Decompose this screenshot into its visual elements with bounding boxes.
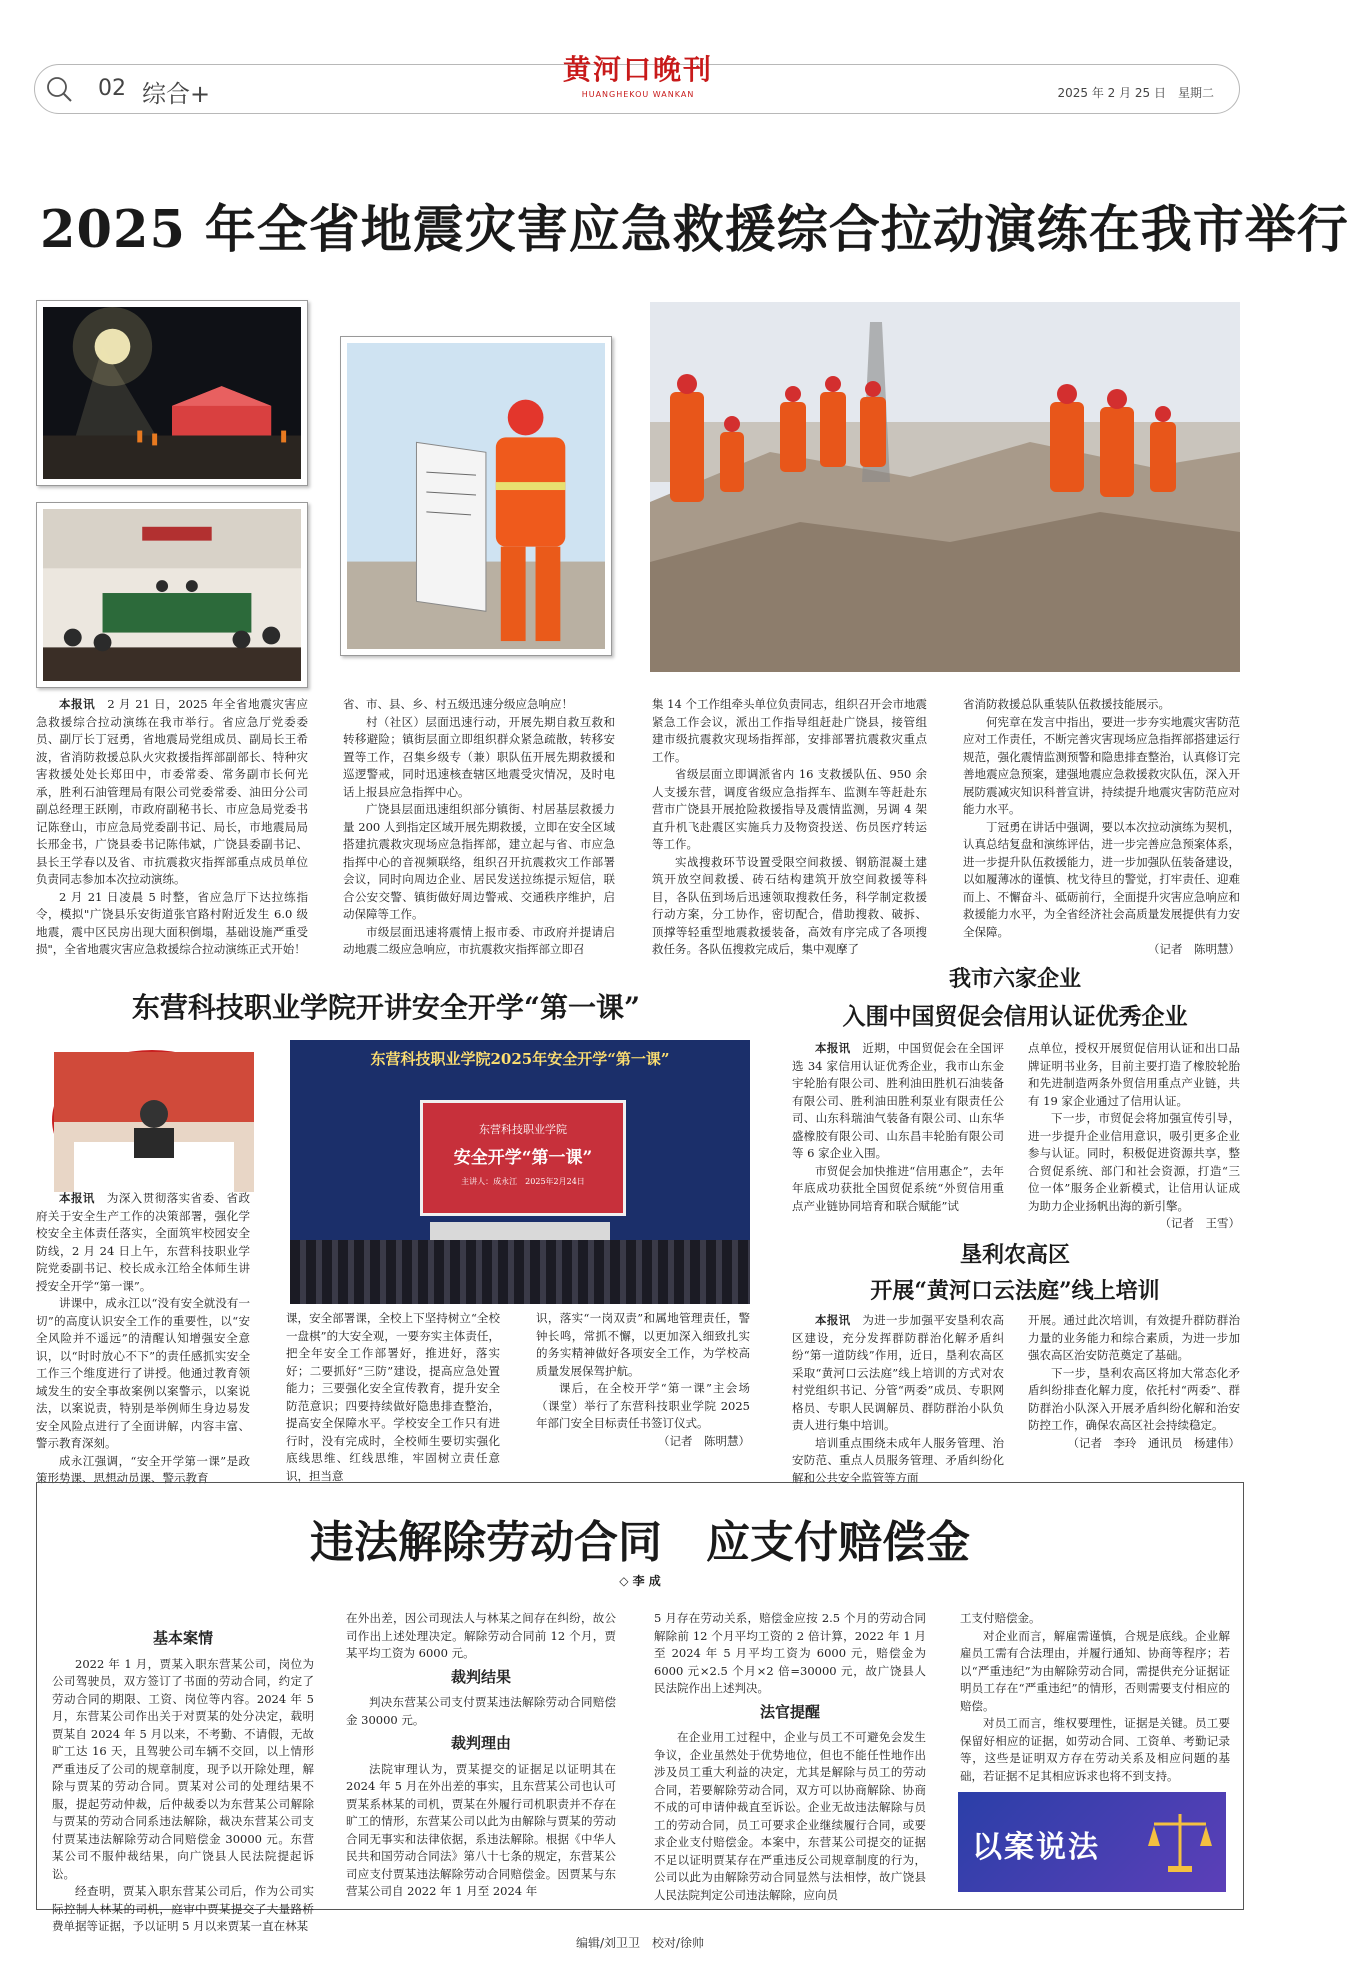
projection-screen <box>420 1100 626 1216</box>
law-col-2 <box>346 1610 616 1904</box>
paragraph: 对企业而言，解雇需谨慎，合规是底线。企业解雇员工需有合法理由，并履行通知、协商等程序；若以“严重违纪”为由解除劳动合同，需提供充分证据证明员工存在“严重违纪”的情形，否则需要支付相应的赔偿。 <box>960 1628 1230 1713</box>
paragraph: 成永江强调，“安全开学第一课”是政策形势课、思想动员课、警示教育 <box>36 1453 250 1485</box>
section-name: 综合+ <box>142 80 211 108</box>
photo-lecture-hall <box>290 1040 750 1304</box>
logo-title: 黄河口晚刊 <box>562 53 713 86</box>
main-article-col-1 <box>36 696 308 958</box>
byline: （记者 陈明慧） <box>1148 942 1240 956</box>
photo-night-rescue <box>36 300 308 486</box>
byline: （记者 李玲 通讯员 杨建伟） <box>1067 1435 1240 1450</box>
paragraph: 省消防救援总队重装队伍救援技能展示。 <box>963 697 1170 711</box>
byline: （记者 陈明慧） <box>658 1433 750 1448</box>
photo-lecturer <box>52 1050 252 1190</box>
law-col-4 <box>960 1610 1230 1783</box>
paragraph: 村（社区）层面迅速行动，开展先期自救互救和转移避险；镇街层面立即组织群众紧急疏散，转移安置等工作，召集乡级专（兼）职队伍开展先期救援和巡逻警戒，同时迅速核查辖区地震受灾情况，及时电话上报县应急指挥中心。 <box>343 714 615 799</box>
audience <box>290 1240 750 1304</box>
paragraph: 实战搜救环节设置受限空间救援、钢筋混凝土建筑开放空间救援、砖石结构建筑开放空间救援等科目，各队伍到场后迅速领取搜救任务，科学制定救援行动方案，分工协作，密切配合，借助搜救、破拆、顶撑等轻重型地震救援装备，高效有序完成了各项搜救任务。各队伍搜救完成后，集中观摩了 <box>652 854 927 956</box>
paragraph: 在外出差，因公司现法人与林某之间存在纠纷，故公司作出上述处理决定。解除劳动合同前 12 个月，贾某平均工资为 6000 元。 <box>346 1611 616 1660</box>
paragraph: 课，安全部署课，全校上下坚持树立“全校一盘棋”的大安全观，一要夯实主体责任，把全年安全工作部署好，推进好，落实好；二要抓好“三防”建设，提高应急处置能力；三要强化安全宣传教育，提升安全防范意识；四要持续做好隐患排查整治，提高安全保障水平。学校安全工作只有进行时，没有完成时，全校师生要切实强化底线思维、红线思维，牢固树立责任意识，担当意 <box>286 1311 500 1483</box>
enterprise-headline-1: 我市六家企业 <box>948 966 1081 992</box>
section-heading: 基本案情 <box>152 1629 213 1647</box>
main-article-col-4 <box>963 696 1240 958</box>
paragraph: 近期，中国贸促会在全国评选 34 家信用认证优秀企业，我市山东金宇轮胎有限公司、胜利油田胜机石油装备有限公司、胜利油田胜利泵业有限责任公司、山东科瑞油气装备有限公司、山东华盛橡胶有限公司、山东昌丰轮胎有限公司等 6 家企业入围。 <box>792 1041 1005 1160</box>
school-headline: 东营科技职业学院开讲安全开学“第一课” <box>131 991 641 1024</box>
paragraph: 广饶县层面迅速组织部分镇街、村居基层救援力量 200 人到指定区域开展先期救援，立即在安全区域搭建抗震救灾现场应急指挥部，建立起与省、市应急指挥中心的音视频联络，组织召开抗震救灾工作部署会议，同时向周边企业、居民发送拉练提示短信，联合公安交警、镇街做好周边警戒、交通秩序维护，启动保障等工作。 <box>343 802 615 921</box>
law-col-3 <box>654 1610 926 1904</box>
court-col-1 <box>792 1312 1005 1485</box>
paragraph: 省级层面立即调派省内 16 支救援队伍、950 余人支援东营，调度省级应急指挥车、监测车等赶赴东营市广饶县开展抢险救援指导及震情监测，另调 4 架直升机飞赴震区实施兵力及物资投送、伤员医疗转运等工作。 <box>652 767 927 851</box>
photo-rubble-rescue <box>650 302 1240 672</box>
paragraph: 市贸促会加快推进“信用惠企”，去年年底成功获批全国贸促系统“外贸信用重点产业链协同培育和联合赋能”试 <box>792 1163 1004 1213</box>
photo-commander-whiteboard <box>340 336 612 656</box>
main-article-col-2 <box>343 696 615 958</box>
paragraph: 开展。通过此次培训，有效提升群防群治力量的业务能力和综合素质，为进一步加强农高区治安防范奠定了基础。 <box>1028 1313 1240 1362</box>
paragraph: 培训重点围绕未成年人服务管理、治安防范、重点人员服务管理、矛盾纠纷化解和公共安全监管等方面 <box>792 1435 1004 1485</box>
paragraph: 2022 年 1 月，贾某入职东营某公司，岗位为公司驾驶员，双方签订了书面的劳动合同，约定了劳动合同的期限、工资、岗位等内容。2024 年 5 月，东营某公司作出关于对贾某的处分决定，载明贾某自 2024 年 5 月以来，不考勤、不请假，无故旷工达 16 天，且驾驶公司车辆不交回，以上情形严重违反了公司的规章制度，现予以开除处理，解除与贾某的劳动合同。贾某对公司的处理结果不服，提起劳动仲裁，后仲裁委以为东营某公司解除与贾某的劳动合同系违法解除，裁决东营某公司支付贾某违法解除劳动合同赔偿金 30000 元。东营某公司不服仲裁结果，向广饶县人民法院提起诉讼。 <box>52 1656 314 1881</box>
court-col-2 <box>1028 1312 1240 1472</box>
paragraph: 市级层面迅速将震情上报市委、市政府并提请启动地震二级应急响应，市抗震救灾指挥部立即召 <box>343 924 615 956</box>
search-icon <box>44 74 74 104</box>
editor-credit: 编辑/刘卫卫 校对/徐帅 <box>575 1936 705 1950</box>
paragraph: 法院审理认为，贾某提交的证据足以证明其在 2024 年 5 月在外出差的事实，且东营某公司也认可贾某系林某的司机，贾某在外履行司机职责并不存在旷工的情形，东营某公司以此为由解除与贾某的劳动合同无事实和法律依据，系违法解除。根据《中华人民共和国劳动合同法》第八十七条的规定，东营某公司应支付贾某违法解除劳动合同赔偿金。因贾某与东营某公司自 2022 年 1 月至 2024 年 <box>346 1761 616 1898</box>
section-heading: 裁判结果 <box>450 1667 511 1686</box>
screen-line: 安全开学“第一课” <box>453 1148 593 1168</box>
paragraph: 对员工而言，维权要理性，证据是关键。员工要保留好相应的证据，如劳动合同、工资单、考勤记录等，这些是证明双方存在劳动关系及相应问题的基础，若证据不足其相应诉求也将不到支持。 <box>960 1716 1230 1783</box>
paragraph: 2 月 21 日凌晨 5 时整，省应急厅下达拉练指令，模拟"广饶县乐安街道张官路村附近发生 6.0 级地震，震中区民房出现大面积倒塌，基础设施严重受损"，全省地震灾害应急救援综合拉动演练正式开始！ <box>36 889 308 956</box>
paragraph: 在企业用工过程中，企业与员工不可避免会发生争议，企业虽然处于优势地位，但也不能任性地作出涉及员工重大利益的决定，尤其是解除与员工的劳动合同，若要解除劳动合同，双方可以协商解除、协商不成的可申请仲裁直至诉讼。企业无故违法解除与员工的劳动合同，员工可要求企业继续履行合同，或要求企业支付赔偿金。本案中，东营某公司提交的证据不足以证明贾某存在严重违反公司规章制度的行为，公司以此为由解除劳动合同显然与法相悖，故广饶县人民法院判定公司违法解除，应向员 <box>654 1730 926 1902</box>
enterprise-col-2 <box>1028 1040 1240 1230</box>
school-article-col-3 <box>536 1310 750 1468</box>
paragraph: 课后，在全校开学“第一课”主会场（课堂）举行了东营科技职业学院 2025 年部门安全目标责任书签订仪式。 <box>536 1381 750 1430</box>
screen-line: 主讲人：成永江 2025年2月24日 <box>461 1177 585 1186</box>
paragraph: 为进一步加强平安垦利农高区建设，充分发挥群防群治化解矛盾纠纷“第一道防线”作用，近日，垦利农高区采取“黄河口云法庭”线上培训的方式对农村党组织书记、分管“两委”成员、专职网格员、专职人民调解员、群防群治小队负责人进行集中培训。 <box>792 1313 1005 1432</box>
school-article-col-1 <box>36 1190 251 1485</box>
banner-title: 东营科技职业学院2025年安全开学“第一课” <box>370 1050 670 1068</box>
issue-date: 2025 年 2 月 25 日 星期二 <box>1057 86 1214 100</box>
paragraph: 下一步，市贸促会将加强宣传引导，进一步提升企业信用意识，吸引更多企业参与认证。同时，积极促进资源共享，整合贸促系统、部门和社会资源，打造“三位一体”服务企业新模式，让信用认证成为助力企业扬帆出海的新引擎。 <box>1028 1111 1240 1213</box>
paragraph: 2 月 21 日，2025 年全省地震灾害应急救援综合拉动演练在我市举行。省应急厅党委委员、副厅长丁冠勇，省地震局党组成员、副局长王希波，省消防救援总队火灾救援指挥部副部长、特种灾害救援处处长郑田中，市委常委、常务副市长何光承，胜利石油管理局有限公司党委常委、油田分公司副总经理王跃刚，市政府副秘书长、市应急局党委书记陈登山，市应急局党委副书记、局长，市地震局局长邢金书，广饶县委书记陈伟斌，广饶县委副书记、县长王学春以及省、市抗震救灾指挥部重点成员单位负责同志参加本次拉动演练。 <box>36 697 309 886</box>
paragraph: 5 月存在劳动关系，赔偿金应按 2.5 个月的劳动合同解除前 12 个月平均工资的 2 倍计算，2022 年 1 月至 2024 年 5 月平均工资为 6000 元，赔偿金为 6000 元×2.5 个月×2 倍=30000 元，故广饶县人民法院作出上述判决。 <box>654 1611 926 1695</box>
screen-line: 东营科技职业学院 <box>479 1123 567 1136</box>
law-headline: 违法解除劳动合同 应支付赔偿金 <box>310 1517 970 1568</box>
paragraph: 工支付赔偿金。 <box>960 1611 1041 1625</box>
logo-subtitle: HUANGHEKOU WANKAN <box>581 90 695 99</box>
court-headline-1: 垦利农高区 <box>959 1242 1070 1268</box>
law-author: ◇ 李 成 <box>619 1574 661 1588</box>
section-heading: 法官提醒 <box>759 1702 820 1721</box>
lead-label: 本报讯 <box>59 1191 95 1205</box>
lead-label: 本报讯 <box>815 1041 851 1055</box>
stage-desk <box>430 1222 610 1240</box>
byline: （记者 王雪） <box>1159 1216 1240 1230</box>
paragraph: 经查明，贾某入职东营某公司后，作为公司实际控制人林某的司机，庭审中贾某提交了大量路桥费单据等证据，予以证明 5 月以来贾某一直在林某 <box>52 1884 314 1933</box>
page-number: 02 <box>98 76 126 101</box>
paragraph: 判决东营某公司支付贾某违法解除劳动合同赔偿金 30000 元。 <box>346 1695 616 1727</box>
case-law-badge <box>958 1792 1226 1892</box>
paragraph: 何宪章在发言中指出，要进一步夯实地震灾害防范应对工作责任，不断完善灾害现场应急指挥部搭建运行规范，强化震情监测预警和隐患排查整治，认真修订完善地震应急预案，建强地震应急救援救灾队伍，深入开展防震减灾知识科普宣讲，持续提升地震灾害防范应对能力水平。 <box>963 714 1240 816</box>
masthead-logo <box>558 48 718 99</box>
photo-meeting-room <box>36 502 308 688</box>
paragraph: 为深入贯彻落实省委、省政府关于安全生产工作的决策部署，强化学校安全主体责任落实，全面筑牢校园安全防线，2 月 24 日上午，东营科技职业学院党委副书记、校长成永江给全体师生讲授安全开学“第一课”。 <box>36 1191 251 1293</box>
paragraph: 识，落实“一岗双责”和属地管理责任，警钟长鸣，常抓不懈，以更加深入细致扎实的务实精神做好各项安全工作，为学校高质量发展保驾护航。 <box>536 1311 750 1378</box>
lead-label: 本报讯 <box>815 1313 851 1327</box>
page-headline: 2025 年全省地震灾害应急救援综合拉动演练在我市举行 <box>40 200 1349 260</box>
paragraph: 丁冠勇在讲话中强调，要以本次拉动演练为契机，认真总结复盘和演练评估，进一步完善应急预案体系，进一步提升队伍救援能力，进一步加强队伍装备建设，以如履薄冰的谨慎、枕戈待旦的警觉，打牢责任、迎难而上、不懈奋斗、砥砺前行，全面提升灾害应急响应和救援能力水平，为全省经济社会高质量发展提供有力安全保障。 <box>963 819 1240 939</box>
enterprise-headline-2: 入围中国贸促会信用认证优秀企业 <box>842 1003 1188 1030</box>
law-col-1 <box>52 1624 314 1933</box>
main-article-col-3 <box>652 696 927 958</box>
paragraph: 下一步，垦利农高区将加大常态化矛盾纠纷排查化解力度，依托村“两委”、群防群治小队深入开展矛盾纠纷化解和治安防控工作，确保农高区社会持续稳定。 <box>1028 1365 1240 1432</box>
enterprise-col-1 <box>792 1040 1004 1220</box>
paragraph: 点单位，授权开展贸促信用认证和出口品牌证明书业务，目前主要打造了橡胶轮胎和先进制造两条外贸信用重点产业链，共有 19 家企业通过了信用认证。 <box>1028 1041 1240 1108</box>
paragraph: 集 14 个工作组牵头单位负责同志，组织召开会市地震紧急工作会议，派出工作指导组赶赴广饶县，接管组建市级抗震救灾现场指挥部，安排部署抗震救灾重点工作。 <box>652 697 927 764</box>
paragraph: 讲课中，成永江以“没有安全就没有一切”的高度认识安全工作的重要性，以“安全风险并不遥远”的清醒认知增强安全意识，以“时时放心不下”的责任感抓实安全工作三个维度进行了讲授。他通过教育领域发生的安全事故案例以案警示，以案说法，以案说责，特别是举例师生身边易发安全风险点进行了全面讲解，内容丰富、警示教育深刻。 <box>36 1296 250 1450</box>
scales-icon <box>1144 1806 1216 1878</box>
school-article-col-2 <box>286 1310 500 1483</box>
lead-label: 本报讯 <box>59 697 96 711</box>
paragraph: 省、市、县、乡、村五级迅速分级应急响应！ <box>343 697 573 711</box>
court-headline-2: 开展“黄河口云法庭”线上培训 <box>870 1278 1160 1304</box>
section-heading: 裁判理由 <box>450 1734 511 1752</box>
badge-text: 以案说法 <box>972 1830 1100 1865</box>
